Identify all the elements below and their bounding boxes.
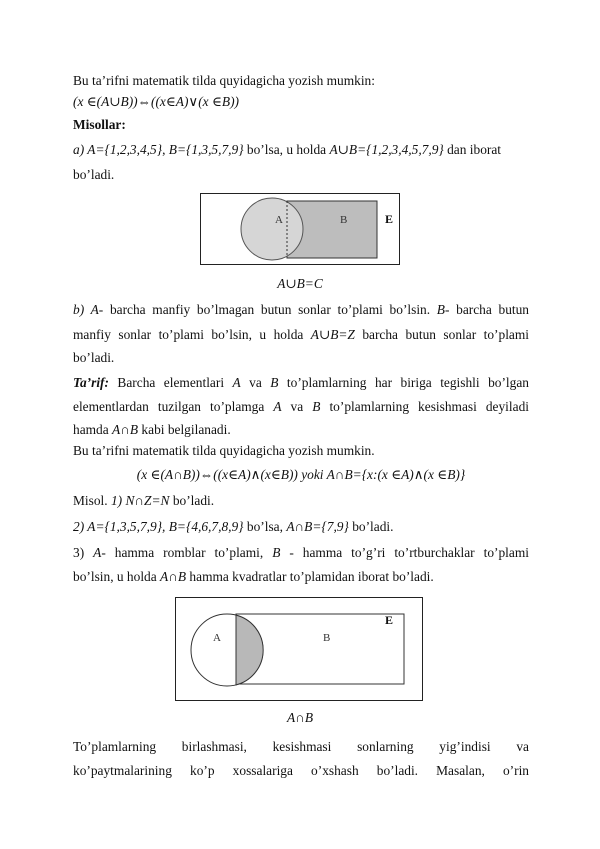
intro-text-1: Bu ta’rifni matematik tilda quyidagicha yozish mumkin:	[73, 73, 375, 88]
set-a-circle	[241, 198, 303, 260]
examples-heading: Misollar:	[73, 117, 126, 132]
union-caption: A∪B=C	[277, 276, 323, 291]
misol-3-line-1: 3) A- hamma romblar to’plami, B - hamma to’g’ri to’rtburchaklar to’plami	[73, 545, 529, 560]
definition-label: Ta’rif:	[73, 375, 109, 390]
label-a: A	[275, 214, 283, 226]
label-a: A	[213, 632, 221, 644]
example-a-line: a) A={1,2,3,4,5}, B={1,3,5,7,9} bo’lsa, u holda A∪B={1,2,3,4,5,7,9} dan iborat	[73, 142, 502, 157]
union-venn-diagram	[200, 193, 400, 265]
example-a-union: A∪B={1,2,3,4,5,7,9}	[329, 142, 444, 157]
final-line-1: To’plamlarning birlashmasi, kesishmasi sonlarning yig’indisi va	[73, 739, 529, 754]
label-b: B	[340, 214, 348, 226]
label-e: E	[385, 212, 394, 226]
misol-2: 2) A={1,3,5,7,9}, B={4,6,7,8,9} bo’lsa, A∩B={7,9} bo’ladi.	[73, 519, 394, 534]
final-line-2: ko’paytmalarining ko’p xossalariga o’xshash bo’ladi. Masalan, o’rin	[73, 763, 529, 778]
misol-1: Misol. 1) N∩Z=N bo’ladi.	[73, 493, 215, 508]
intersection-caption: A∩B	[286, 710, 314, 725]
example-b-line-1: b) A- barcha manfiy bo’lmagan butun sonlar to’plami bo’lsin. B- barcha butun	[73, 302, 529, 317]
example-a-set-a: a) A={1,2,3,4,5}	[73, 142, 163, 157]
label-e: E	[385, 613, 394, 627]
example-a-cont: bo’ladi.	[73, 167, 115, 182]
definition-line-1: Ta’rif: Barcha elementlari A va B to’plamlarning har biriga tegishli bo’lgan	[73, 375, 529, 390]
definition-line-2: elementlardan tuzilgan to’plamga A va B to’plamlarning kesishmasi deyiladi	[73, 399, 529, 414]
intro-text-2: Bu ta’rifni matematik tilda quyidagicha yozish mumkin.	[73, 443, 375, 458]
example-b-line-3: bo’ladi.	[73, 350, 115, 365]
intersection-venn-diagram	[175, 597, 423, 701]
definition-line-3: hamda A∩B kabi belgilanadi.	[73, 422, 231, 437]
example-a-set-b: B={1,3,5,7,9}	[168, 142, 244, 157]
intersection-formula: (x ∈(A∩B))⇔((x∈A)∧(x∈B)) yoki A∩B={x:(x ∈A)∧(x ∈B)}	[136, 467, 466, 482]
label-b: B	[323, 632, 331, 644]
misol-3-line-2: bo’lsin, u holda A∩B hamma kvadratlar to’plamidan iborat bo’ladi.	[73, 569, 434, 584]
example-b-line-2: manfiy sonlar to’plami bo’lsin, u holda A∪B=Z barcha butun sonlar to’plami	[73, 327, 529, 342]
union-formula: (x ∈(A∪B))⇔((x∈A)∨(x ∈B))	[73, 94, 239, 109]
